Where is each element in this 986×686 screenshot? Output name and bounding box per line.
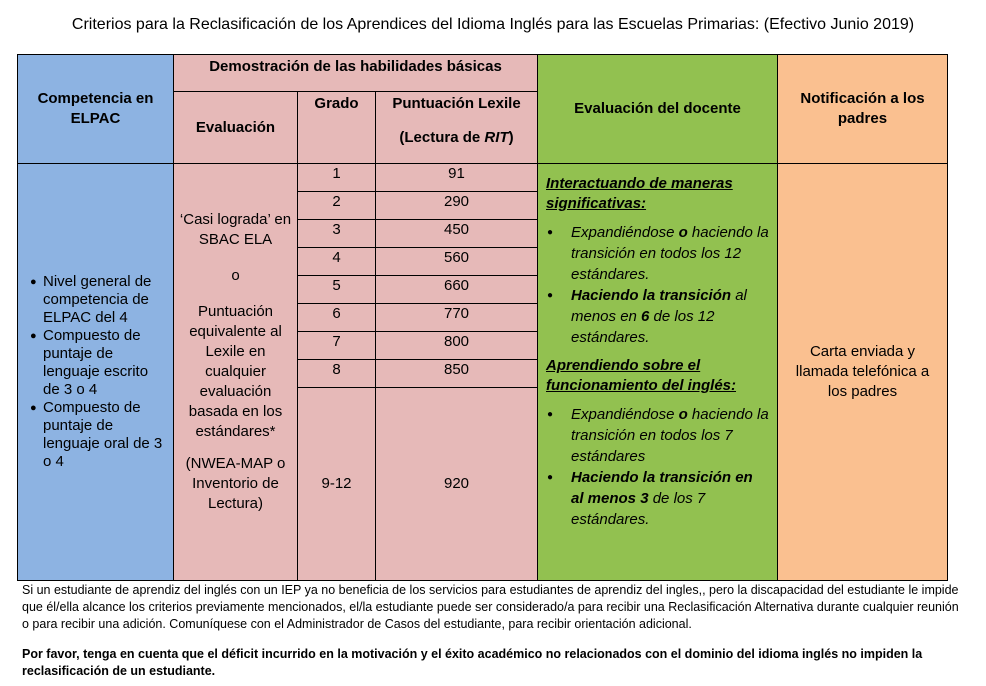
competencia-list	[18, 273, 173, 471]
competencia-item: ● Compuesto de puntaje de lenguaje escrito de 3 o 4	[30, 327, 167, 399]
lexile-cell: 560	[376, 248, 538, 276]
lexile-cell: 660	[376, 276, 538, 304]
header-demostracion: Demostración de las habilidades básicas	[174, 55, 538, 92]
grade-cell: 9-12	[298, 388, 376, 581]
grade-cell: 6	[298, 304, 376, 332]
header-grado: Grado	[298, 92, 376, 164]
lexile-cell: 450	[376, 220, 538, 248]
bold-note: Por favor, tenga en cuenta que el déficit incurrido en la motivación y el éxito académico no relacionados con el dominio del idioma inglés no impiden la reclasificación de un estudiante.	[22, 647, 923, 678]
grade-cell: 5	[298, 276, 376, 304]
docente-section-title: Aprendiendo sobre el funcionamiento del inglés:	[546, 357, 737, 394]
page-title: Criterios para la Reclasificación de los Aprendices del Idioma Inglés para las Escuelas Primarias: (Efectivo Junio 2019)	[71, 16, 915, 33]
docente-cell	[538, 164, 778, 581]
grade-cell: 8	[298, 360, 376, 388]
lexile-cell: 850	[376, 360, 538, 388]
header-puntuacion: Puntuación Lexile (Lectura de RIT)	[376, 92, 538, 164]
docente-list	[546, 222, 769, 348]
competencia-cell	[18, 164, 174, 581]
header-docente: Evaluación del docente	[538, 55, 778, 164]
grade-cell: 7	[298, 332, 376, 360]
lexile-cell: 770	[376, 304, 538, 332]
competencia-item: ● Compuesto de puntaje de lenguaje oral de 3 o 4	[30, 399, 167, 471]
header-notificacion: Notificación a los padres	[778, 55, 948, 164]
lexile-cell: 920	[376, 388, 538, 581]
notificacion-cell: Carta enviada y llamada telefónica a los padres	[778, 164, 948, 581]
header-evaluacion: Evaluación	[174, 92, 298, 164]
docente-item: ● Expandiéndose o haciendo la transición en todos los 7 estándares	[546, 404, 769, 467]
grade-cell: 2	[298, 192, 376, 220]
grade-cell: 1	[298, 164, 376, 192]
criteria-table	[17, 54, 948, 581]
competencia-item: ● Nivel general de competencia de ELPAC del 4	[30, 273, 167, 327]
docente-item: ● Haciendo la transición en al menos 3 de los 7 estándares.	[546, 467, 769, 530]
docente-item: ● Haciendo la transición al menos en 6 de los 12 estándares.	[546, 285, 769, 348]
grade-cell: 3	[298, 220, 376, 248]
evaluacion-cell: ‘Casi lograda’ en SBAC ELA o Puntuación equivalente al Lexile en cualquier evaluación basada en los estándares* (NWEA-MAP o Inventorio de Lectura)	[174, 164, 298, 581]
docente-item: ● Expandiéndose o haciendo la transición en todos los 12 estándares.	[546, 222, 769, 285]
lexile-cell: 290	[376, 192, 538, 220]
lexile-cell: 800	[376, 332, 538, 360]
header-competencia: Competencia en ELPAC	[18, 55, 174, 164]
lexile-cell: 91	[376, 164, 538, 192]
footnote: Si un estudiante de aprendiz del inglés con un IEP ya no beneficia de los servicios para estudiantes de aprendiz del ingles,, pero la discapacidad del estudiante le impide que él/ella alcance los criterios previamente mencionados, el/la estudiante puede ser considerado/a para recibir una Reclasificación Alternativa durante cualquier reunión o para recibir una adición. Comuníquese con el Administrador de Casos del estudiante, para recibir orientación adicional.	[22, 583, 959, 631]
docente-section-title: Interactuando de maneras significativas:	[546, 175, 733, 212]
docente-list	[546, 404, 769, 530]
grade-cell: 4	[298, 248, 376, 276]
